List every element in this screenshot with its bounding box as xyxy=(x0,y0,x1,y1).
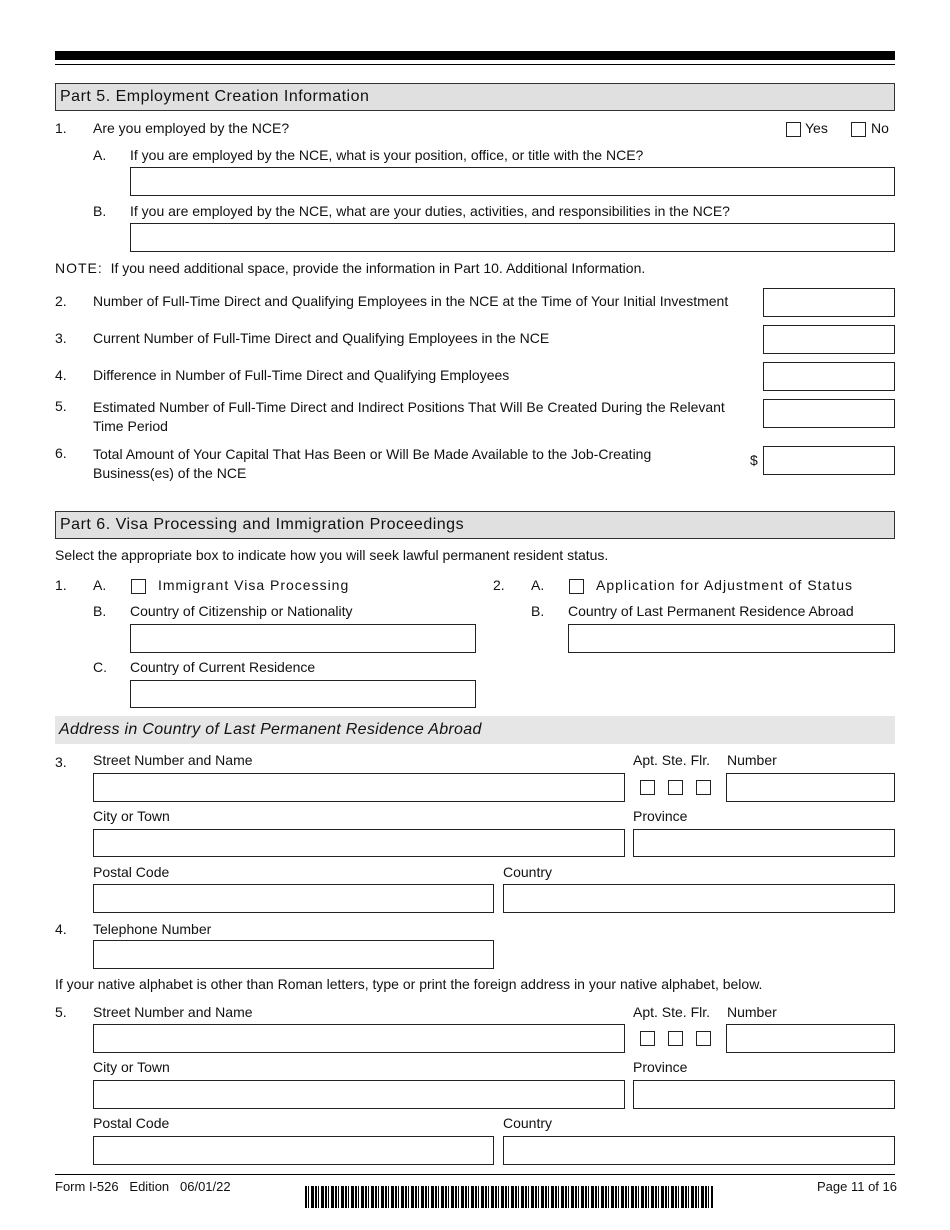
p6-q2a-letter: A. xyxy=(531,577,545,593)
q3-number: 3. xyxy=(55,330,67,346)
q5-ste-text: Ste. xyxy=(661,1004,687,1020)
q6-label: Total Amount of Your Capital That Has Been or Will Be Made Available to the Job-Creating Business(es) of the NCE xyxy=(93,446,652,481)
q5-postal-label: Postal Code xyxy=(93,1115,170,1131)
p6-q5-number: 5. xyxy=(55,1004,67,1020)
q5-city-field[interactable] xyxy=(93,1080,625,1109)
q1-yes-checkbox[interactable] xyxy=(786,122,801,137)
footer-rule xyxy=(55,1174,895,1175)
q3-flr-checkbox[interactable] xyxy=(696,780,711,795)
q5-number-field[interactable] xyxy=(726,1024,895,1053)
p6-q3-number: 3. xyxy=(55,754,67,770)
q5-apt-text: Apt. xyxy=(633,1004,658,1020)
q5-country-label: Country xyxy=(503,1115,553,1131)
q3-street-label: Street Number and Name xyxy=(93,752,253,768)
q3-country-field[interactable] xyxy=(503,884,895,913)
q3-label: Current Number of Full-Time Direct and Qualifying Employees in the NCE xyxy=(93,330,550,346)
q3-city-field[interactable] xyxy=(93,829,625,857)
note-reference: Part 10. Additional Information xyxy=(453,260,642,276)
q5-city-label: City or Town xyxy=(93,1059,170,1075)
p6-q1b-letter: B. xyxy=(93,603,107,619)
current-residence-label: Country of Current Residence xyxy=(130,659,316,675)
q5-province-label: Province xyxy=(633,1059,688,1075)
q1-no-label: No xyxy=(871,120,889,136)
q6-number: 6. xyxy=(55,445,67,461)
q5-flr-text: Flr. xyxy=(690,1004,711,1020)
native-alphabet-note: If your native alphabet is other than Roman letters, type or print the foreign address in your native alphabet, below. xyxy=(55,976,763,992)
p6-q1c-letter: C. xyxy=(93,659,107,675)
last-residence-field[interactable] xyxy=(568,624,895,653)
telephone-field[interactable] xyxy=(93,940,494,969)
part5-header: Part 5. Employment Creation Information xyxy=(55,83,895,111)
q3-postal-label: Postal Code xyxy=(93,864,170,880)
p6-q1a-letter: A. xyxy=(93,577,107,593)
telephone-label: Telephone Number xyxy=(93,921,212,937)
note xyxy=(55,260,645,277)
adjustment-status-checkbox[interactable] xyxy=(569,579,584,594)
p6-q1-number: 1. xyxy=(55,577,67,593)
q4-label: Difference in Number of Full-Time Direct and Qualifying Employees xyxy=(93,367,510,383)
duties-field[interactable] xyxy=(130,223,895,252)
q1-no-checkbox[interactable] xyxy=(851,122,866,137)
address-subheader: Address in Country of Last Permanent Residence Abroad xyxy=(55,716,895,744)
current-employees-field[interactable] xyxy=(763,325,895,354)
capital-amount-field[interactable] xyxy=(763,446,895,475)
part6-header: Part 6. Visa Processing and Immigration Proceedings xyxy=(55,511,895,539)
last-residence-label: Country of Last Permanent Residence Abroad xyxy=(568,603,854,619)
employee-difference-field[interactable] xyxy=(763,362,895,391)
q5-label: Estimated Number of Full-Time Direct and Indirect Positions That Will Be Created During the Relevant Time Period xyxy=(93,399,725,434)
q5-apt-checkbox[interactable] xyxy=(640,1031,655,1046)
q5-street-field[interactable] xyxy=(93,1024,625,1053)
initial-employees-field[interactable] xyxy=(763,288,895,317)
q5-number: 5. xyxy=(55,398,67,414)
q3-postal-field[interactable] xyxy=(93,884,494,913)
q5-country-field[interactable] xyxy=(503,1136,895,1165)
q1a-letter: A. xyxy=(93,147,107,163)
q1-number: 1. xyxy=(55,120,67,136)
q1b-label: If you are employed by the NCE, what are your duties, activities, and responsibilities in the NCE? xyxy=(130,203,730,219)
note-prefix: NOTE: xyxy=(55,260,103,276)
q3-apt-checkbox[interactable] xyxy=(640,780,655,795)
p6-q2b-letter: B. xyxy=(531,603,545,619)
q1b-letter: B. xyxy=(93,203,107,219)
q3-number-field[interactable] xyxy=(726,773,895,802)
note-text: If you need additional space, provide the information in xyxy=(110,260,450,276)
q5-number-label: Number xyxy=(727,1004,777,1020)
currency-symbol: $ xyxy=(750,452,758,468)
q4-number: 4. xyxy=(55,367,67,383)
immigrant-visa-checkbox[interactable] xyxy=(131,579,146,594)
citizenship-field[interactable] xyxy=(130,624,476,653)
q3-ste-checkbox[interactable] xyxy=(668,780,683,795)
q5-apt-label xyxy=(633,1004,710,1021)
q5-ste-checkbox[interactable] xyxy=(668,1031,683,1046)
q1-label: Are you employed by the NCE? xyxy=(93,120,290,136)
estimated-positions-field[interactable] xyxy=(763,399,895,428)
top-thick-rule xyxy=(55,51,895,60)
barcode xyxy=(305,1186,713,1208)
note-end: . xyxy=(641,260,646,276)
current-residence-field[interactable] xyxy=(130,680,476,708)
citizenship-label: Country of Citizenship or Nationality xyxy=(130,603,353,619)
q3-country-label: Country xyxy=(503,864,553,880)
q5-street-label: Street Number and Name xyxy=(93,1004,253,1020)
footer-form-edition: Form I-526 Edition 06/01/22 xyxy=(55,1179,231,1194)
q3-province-field[interactable] xyxy=(633,829,895,857)
q2-label: Number of Full-Time Direct and Qualifying Employees in the NCE at the Time of Your Initial Investment xyxy=(93,293,729,309)
top-thin-rule xyxy=(55,64,895,65)
q3-street-field[interactable] xyxy=(93,773,625,802)
q1a-label: If you are employed by the NCE, what is your position, office, or title with the NCE? xyxy=(130,147,644,163)
q5-flr-checkbox[interactable] xyxy=(696,1031,711,1046)
q1-yes-label: Yes xyxy=(805,120,828,136)
q3-ste-text: Ste. xyxy=(661,752,687,768)
q3-number-label: Number xyxy=(727,752,777,768)
p6-q2-number: 2. xyxy=(493,577,505,593)
part6-instruction: Select the appropriate box to indicate how you will seek lawful permanent resident status. xyxy=(55,547,609,563)
footer-page-number: Page 11 of 16 xyxy=(817,1179,897,1194)
q3-flr-text: Flr. xyxy=(690,752,711,768)
q3-city-label: City or Town xyxy=(93,808,170,824)
q3-province-label: Province xyxy=(633,808,688,824)
q3-apt-label xyxy=(633,752,710,769)
adjustment-status-label: Application for Adjustment of Status xyxy=(596,577,854,593)
q5-postal-field[interactable] xyxy=(93,1136,494,1165)
q3-apt-text: Apt. xyxy=(633,752,658,768)
p6-q4-number: 4. xyxy=(55,921,67,937)
q2-number: 2. xyxy=(55,293,67,309)
q5-province-field[interactable] xyxy=(633,1080,895,1109)
position-title-field[interactable] xyxy=(130,167,895,196)
immigrant-visa-label: Immigrant Visa Processing xyxy=(158,577,350,593)
